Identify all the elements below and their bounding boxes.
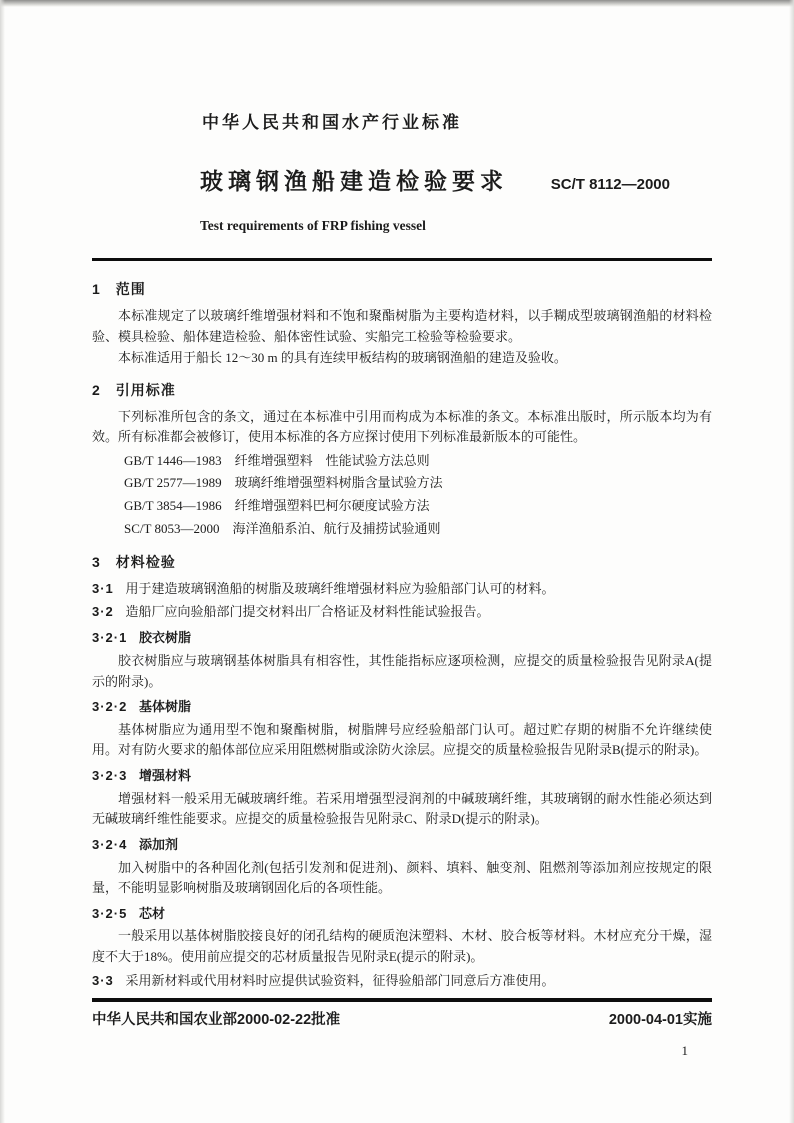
clause-3-2-2-paragraph: 基体树脂应为通用型不饱和聚酯树脂，树脂牌号应经验船部门认可。超过贮存期的树脂不允许继续使用。对有防火要求的船体部位应采用阻燃树脂或涂防火涂层。应提交的质量检验报告见附录B(提示的附录)。 [92,721,712,758]
clause-title: 胶衣树脂 [139,630,192,646]
section-1-paragraph-2: 本标准适用于船长 12～30 m 的具有连续甲板结构的玻璃钢渔船的建造及验收。 [118,350,567,366]
scan-edge-right [789,0,794,1123]
implementation-note: 2000-04-01实施 [608,1011,712,1028]
clause-title: 添加剂 [139,836,179,852]
clause-3-2-1-heading [92,628,712,649]
reference-item: SC/T 8053—2000 海洋渔船系泊、航行及捕捞试验通则 [124,520,441,536]
header-divider [92,258,712,261]
clause-title: 基体树脂 [139,699,192,715]
clause-3-2-3-heading [92,766,712,787]
approval-note: 中华人民共和国农业部2000-02-22批准 [92,1011,341,1028]
scan-edge-left [0,0,5,1123]
clause-3-1 [92,579,712,600]
clause-number: 3·1 [92,580,114,596]
footer-line [92,1008,712,1029]
clause-number: 3·2·2 [92,699,128,715]
document-body [92,279,712,991]
footer [92,998,712,1059]
clause-3-2-4-heading [92,835,712,856]
standard-number: SC/T 8112—2000 [550,176,670,193]
clause-3-2-2-heading [92,697,712,718]
clause-3-2-5-paragraph: 一般采用以基体树脂胶接良好的闭孔结构的硬质泡沫塑料、木材、胶合板等材料。木材应充分干燥，湿度不大于18%。使用前应提交的芯材质量报告见附录E(提示的附录)。 [92,928,712,965]
document-content [92,108,712,994]
footer-divider [92,998,712,1002]
reference-item: GB/T 2577—1989 玻璃纤维增强塑料树脂含量试验方法 [124,475,443,491]
reference-item: GB/T 3854—1986 纤维增强塑料巴柯尔硬度试验方法 [124,498,430,514]
clause-3-2-1-paragraph: 胶衣树脂应与玻璃钢基体树脂具有相容性，其性能指标应逐项检测，应提交的质量检验报告见附录A(提示的附录)。 [92,653,712,689]
section-3-heading: 3 材料检验 [92,553,176,570]
clause-3-2-5-heading [92,904,712,925]
clause-3-2-4-paragraph: 加入树脂中的各种固化剂(包括引发剂和促进剂)、颜料、填料、触变剂、阻燃剂等添加剂应按规定的限量，不能明显影响树脂及玻璃钢固化后的各项性能。 [92,859,712,896]
title-row [92,163,712,196]
reference-list [124,450,712,541]
page-number: 1 [681,1042,688,1058]
english-title: Test requirements of FRP fishing vessel [200,218,426,233]
section-1-heading: 1 范围 [92,281,146,297]
clause-3-3 [92,971,712,992]
section-2-paragraph-1: 下列标准所包含的条文，通过在本标准中引用而构成为本标准的条文。本标准出版时，所示版本均为有效。所有标准都会被修订，使用本标准的各方应探讨使用下列标准最新版本的可能性。 [92,408,712,445]
clause-3-2-3-paragraph: 增强材料一般采用无碱玻璃纤维。若采用增强型浸润剂的中碱玻璃纤维，其玻璃钢的耐水性能必须达到无碱玻璃纤维性能要求。应提交的质量检验报告见附录C、附录D(提示的附录)。 [92,790,712,827]
clause-text: 用于建造玻璃钢渔船的树脂及玻璃纤维增强材料应为验船部门认可的材料。 [125,580,555,596]
section-2-heading: 2 引用标准 [92,381,176,398]
clause-number: 3·3 [92,972,114,988]
clause-number: 3·2·4 [92,836,128,852]
clause-title: 增强材料 [139,767,192,783]
reference-item: GB/T 1446—1983 纤维增强塑料 性能试验方法总则 [124,452,430,468]
clause-number: 3·2·5 [92,905,128,921]
clause-number: 3·2·3 [92,767,128,783]
document-title: 玻璃钢渔船建造检验要求 [200,168,508,194]
clause-text: 采用新材料或代用材料时应提供试验资料，征得验船部门同意后方准使用。 [125,972,555,988]
section-1-paragraph-1: 本标准规定了以玻璃纤维增强材料和不饱和聚酯树脂为主要构造材料，以手糊成型玻璃钢渔船的材料检验、模具检验、船体建造检验、船体密性试验、实船完工检验等检验要求。 [92,308,712,344]
clause-3-2 [92,602,712,623]
standard-category: 中华人民共和国水产行业标准 [202,113,462,132]
clause-number: 3·2·1 [92,630,128,646]
clause-number: 3·2 [92,604,114,620]
clause-text: 造船厂应向验船部门提交材料出厂合格证及材料性能试验报告。 [125,604,490,620]
clause-title: 芯材 [139,905,166,921]
scan-edge-top [0,0,794,7]
